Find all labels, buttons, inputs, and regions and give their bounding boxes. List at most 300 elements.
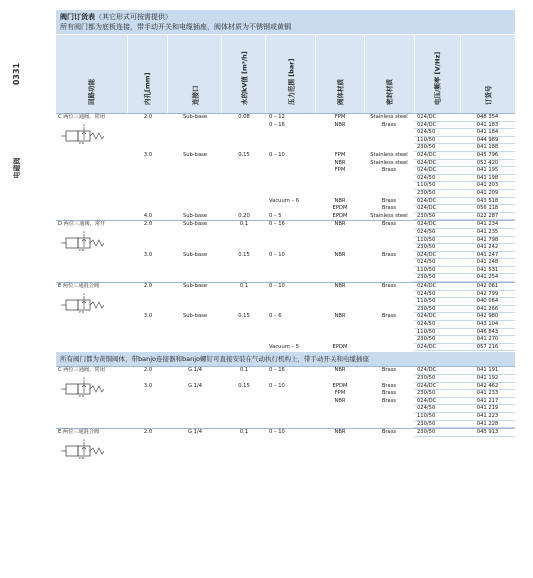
- cell-kv: [222, 390, 266, 398]
- svg-text:A: A: [83, 230, 86, 235]
- table-row: [56, 259, 515, 267]
- cell-seal: [364, 190, 414, 198]
- cell-kv: [222, 129, 266, 137]
- cell-bore: [128, 274, 168, 282]
- cell-function: [56, 274, 128, 282]
- cell-function: [56, 336, 128, 344]
- cell-pr: [266, 274, 316, 282]
- cell-kv: [222, 413, 266, 421]
- cell-volt: 230/50: [414, 190, 460, 198]
- svg-text:A: A: [83, 292, 86, 297]
- cell-function: [56, 383, 128, 391]
- cell-mat: [316, 306, 364, 314]
- cell-volt: 024/50: [414, 175, 460, 183]
- cell-ord: 041 223: [460, 413, 515, 421]
- cell-pr: [266, 160, 316, 168]
- cell-volt: 024/50: [414, 321, 460, 329]
- header-seal-material: 密封材质: [385, 79, 394, 105]
- cell-volt: 024/DC: [414, 152, 460, 160]
- cell-function: [56, 198, 128, 206]
- cell-mat: [316, 182, 364, 190]
- cell-port: [168, 390, 222, 398]
- cell-pr: [266, 291, 316, 299]
- cell-port: [168, 336, 222, 344]
- cell-bore: [128, 122, 168, 130]
- cell-mat: [316, 291, 364, 299]
- cell-mat: [316, 298, 364, 306]
- cell-port: [168, 344, 222, 352]
- cell-bore: [128, 198, 168, 206]
- cell-pr: 0 – 10: [269, 151, 285, 158]
- cell-volt: 230/50: [414, 274, 460, 282]
- cell-kv: 0.1: [239, 429, 249, 436]
- cell-bore: [128, 298, 168, 306]
- cell-kv: 0.15: [238, 313, 250, 320]
- cell-kv: [222, 306, 266, 314]
- cell-mat: [316, 137, 364, 145]
- cell-mat: FPM: [334, 114, 346, 120]
- cell-function: [56, 160, 128, 168]
- cell-mat: [316, 413, 364, 421]
- cell-seal: [364, 321, 414, 329]
- cell-kv: [222, 190, 266, 198]
- cell-bore: [128, 175, 168, 183]
- table-row: [56, 122, 515, 130]
- cell-port: Sub-base: [182, 313, 208, 320]
- cell-seal: [364, 421, 414, 429]
- cell-bore: [128, 329, 168, 337]
- cell-port: [168, 291, 222, 299]
- cell-port: [168, 298, 222, 306]
- cell-seal: [364, 267, 414, 275]
- table-row: [56, 306, 515, 314]
- section-sub-base: [56, 113, 515, 351]
- cell-kv: [222, 144, 266, 152]
- cell-bore: 3.0: [143, 151, 153, 158]
- cell-pr: 0 – 10: [269, 382, 285, 389]
- function-label: C 两位三通阀，常闭: [58, 367, 105, 374]
- cell-volt: 024/DC: [414, 198, 460, 206]
- function-label: D 两位三通阀，常开: [58, 221, 106, 228]
- cell-pr: [266, 298, 316, 306]
- header-body-material: 阀体材质: [336, 79, 345, 105]
- cell-pr: [266, 229, 316, 237]
- table-subtitle: 所有阀门都为底板连接，带手动开关和电缆插座，阀体材质为不锈钢或黄铜: [60, 23, 291, 31]
- cell-kv: [222, 175, 266, 183]
- cell-ord: 041 798: [460, 237, 515, 245]
- cell-bore: [128, 190, 168, 198]
- cell-kv: 0.15: [238, 382, 250, 389]
- cell-seal: Stainless steel: [370, 212, 408, 219]
- cell-ord: 041 184: [460, 129, 515, 137]
- cell-bore: 2.0: [143, 367, 153, 374]
- cell-seal: [364, 336, 414, 344]
- cell-seal: [364, 344, 414, 352]
- cell-volt: 230/50: [414, 213, 460, 221]
- cell-pr: [266, 405, 316, 413]
- cell-volt: 230/50: [414, 244, 460, 252]
- cell-seal: [364, 244, 414, 252]
- cell-kv: [222, 421, 266, 429]
- cell-bore: [128, 267, 168, 275]
- cell-seal: Stainless steel: [370, 151, 408, 158]
- cell-function: [56, 306, 128, 314]
- header-port: 连接口: [191, 85, 200, 105]
- cell-seal: [364, 274, 414, 282]
- cell-bore: [128, 229, 168, 237]
- cell-function: [56, 137, 128, 145]
- cell-volt: 024/DC: [414, 398, 460, 406]
- cell-port: [168, 306, 222, 314]
- cell-kv: [222, 182, 266, 190]
- cell-function: [56, 190, 128, 198]
- svg-text:P R: P R: [79, 394, 84, 399]
- cell-pr: [266, 175, 316, 183]
- cell-port: Sub-base: [182, 212, 208, 219]
- cell-pr: [266, 190, 316, 198]
- cell-port: Sub-base: [182, 114, 208, 120]
- cell-port: [168, 129, 222, 137]
- table-row: [56, 137, 515, 145]
- cell-port: [168, 182, 222, 190]
- cell-volt: 024/DC: [414, 167, 460, 175]
- table-row: [56, 321, 515, 329]
- cell-pr: [266, 306, 316, 314]
- cell-bore: [128, 344, 168, 352]
- cell-port: [168, 175, 222, 183]
- table-row: [56, 413, 515, 421]
- table-row: [56, 298, 515, 306]
- cell-bore: 3.0: [143, 313, 153, 320]
- cell-mat: [316, 336, 364, 344]
- cell-port: Sub-base: [182, 283, 208, 290]
- cell-kv: [222, 229, 266, 237]
- cell-volt: 110/50: [414, 413, 460, 421]
- cell-kv: [222, 122, 266, 130]
- cell-kv: [222, 321, 266, 329]
- cell-function: [56, 144, 128, 152]
- section-banner: 所有阀门都为黄铜阀体，带banjo连接器和banjo螺钉可直接安装在气动执行机构上，带手动开关和电缆插座: [56, 352, 515, 366]
- cell-mat: EPDM: [332, 212, 348, 219]
- cell-function: [56, 252, 128, 260]
- cell-volt: 110/50: [414, 237, 460, 245]
- cell-pr: [266, 329, 316, 337]
- cell-mat: NBR: [334, 159, 346, 166]
- cell-port: [168, 421, 222, 429]
- cell-port: [168, 405, 222, 413]
- cell-port: [168, 244, 222, 252]
- cell-pr: [266, 137, 316, 145]
- table-row: [56, 160, 515, 168]
- cell-mat: EPDM: [332, 343, 348, 350]
- cell-ord: 041 247: [460, 252, 515, 260]
- cell-mat: [316, 267, 364, 275]
- cell-port: G 1/4: [187, 367, 203, 374]
- cell-seal: [364, 237, 414, 245]
- cell-port: [168, 375, 222, 383]
- cell-bore: [128, 144, 168, 152]
- cell-pr: 0 – 10: [269, 429, 285, 436]
- table-row: [56, 390, 515, 398]
- cell-bore: [128, 244, 168, 252]
- cell-seal: Brass: [381, 283, 397, 290]
- cell-ord: 041 242: [460, 244, 515, 252]
- cell-volt: 024/50: [414, 405, 460, 413]
- cell-mat: NBR: [334, 313, 346, 320]
- cell-pr: [266, 259, 316, 267]
- table-title: 阀门订货表: [60, 13, 95, 21]
- cell-pr: 0 – 10: [269, 283, 285, 290]
- function-label: E 两位三通混合阀: [58, 429, 100, 436]
- table-header: [56, 34, 515, 113]
- cell-volt: 024/DC: [414, 252, 460, 260]
- cell-kv: 0.1: [239, 283, 249, 290]
- cell-ord: 044 989: [460, 137, 515, 145]
- cell-pr: 0 – 12: [269, 114, 285, 120]
- cell-seal: [364, 329, 414, 337]
- cell-kv: [222, 205, 266, 213]
- cell-bore: [128, 237, 168, 245]
- cell-bore: [128, 137, 168, 145]
- cell-pr: Vacuum – 6: [269, 197, 299, 204]
- cell-ord: 041 195: [460, 167, 515, 175]
- cell-kv: [222, 267, 266, 275]
- cell-function: [56, 329, 128, 337]
- cell-port: [168, 198, 222, 206]
- cell-function: [56, 283, 128, 315]
- cell-seal: [364, 413, 414, 421]
- cell-bore: 2.0: [143, 283, 153, 290]
- cell-bore: [128, 205, 168, 213]
- cell-mat: NBR: [334, 251, 346, 258]
- cell-bore: [128, 390, 168, 398]
- cell-port: [168, 190, 222, 198]
- table-row: [56, 267, 515, 275]
- cell-pr: 0 – 6: [269, 313, 282, 320]
- cell-kv: [222, 336, 266, 344]
- cell-mat: [316, 175, 364, 183]
- cell-volt: 024/50: [414, 229, 460, 237]
- cell-ord: 041 248: [460, 259, 515, 267]
- svg-text:A: A: [83, 123, 86, 127]
- cell-kv: [222, 237, 266, 245]
- cell-seal: Brass: [381, 197, 397, 204]
- cell-ord: 041 188: [460, 144, 515, 152]
- cell-volt: 230/50: [414, 421, 460, 429]
- cell-function: [56, 267, 128, 275]
- page-number: 0331: [12, 62, 21, 86]
- cell-ord: 041 198: [460, 175, 515, 183]
- cell-function: [56, 114, 128, 145]
- cell-function: [56, 429, 128, 461]
- cell-volt: 024/DC: [414, 114, 460, 122]
- cell-seal: [364, 306, 414, 314]
- cell-seal: Brass: [381, 390, 397, 397]
- table-row: [56, 344, 515, 352]
- side-tab: [0, 0, 40, 578]
- header-bore: 内孔[mm]: [143, 72, 152, 105]
- cell-function: [56, 175, 128, 183]
- cell-mat: NBR: [334, 121, 346, 128]
- cell-ord: 056 118: [460, 205, 515, 213]
- cell-function: [56, 221, 128, 253]
- cell-pr: 0 – 16: [269, 121, 285, 128]
- table-row: [56, 291, 515, 299]
- cell-port: G 1/4: [187, 429, 203, 436]
- cell-ord: 052 420: [460, 160, 515, 168]
- cell-bore: 3.0: [143, 382, 153, 389]
- cell-seal: Brass: [381, 313, 397, 320]
- cell-seal: Brass: [381, 205, 397, 212]
- table-row: [56, 252, 515, 260]
- svg-text:P R: P R: [79, 310, 84, 315]
- cell-ord: 042 061: [460, 283, 515, 291]
- cell-pr: [266, 398, 316, 406]
- cell-pr: [266, 167, 316, 175]
- cell-volt: 024/DC: [414, 344, 460, 352]
- cell-bore: [128, 405, 168, 413]
- cell-ord: 041 266: [460, 306, 515, 314]
- cell-ord: 042 980: [460, 313, 515, 321]
- cell-port: [168, 229, 222, 237]
- table-row: [56, 329, 515, 337]
- cell-mat: [316, 329, 364, 337]
- cell-pr: 0 – 5: [269, 212, 282, 219]
- cell-function: [56, 421, 128, 429]
- cell-function: [56, 237, 128, 245]
- cell-seal: Brass: [381, 251, 397, 258]
- section-banjo: [56, 366, 515, 461]
- cell-bore: 3.0: [143, 251, 153, 258]
- table-row: [56, 383, 515, 391]
- table-row: [56, 421, 515, 429]
- cell-port: [168, 413, 222, 421]
- cell-port: G 1/4: [187, 382, 203, 389]
- cell-kv: [222, 167, 266, 175]
- cell-ord: 041 228: [460, 421, 515, 429]
- cell-bore: [128, 259, 168, 267]
- cell-mat: FPM: [334, 390, 346, 397]
- cell-volt: 024/DC: [414, 367, 460, 375]
- cell-volt: 024/50: [414, 129, 460, 137]
- cell-kv: [222, 274, 266, 282]
- cell-kv: [222, 375, 266, 383]
- cell-bore: [128, 129, 168, 137]
- cell-port: Sub-base: [182, 221, 208, 228]
- order-table: [56, 10, 515, 461]
- table-row: [56, 244, 515, 252]
- cell-seal: [364, 175, 414, 183]
- svg-text:P R: P R: [79, 141, 84, 145]
- cell-volt: 230/50: [414, 336, 460, 344]
- header-function: 回路功能: [87, 79, 96, 105]
- cell-port: [168, 137, 222, 145]
- function-label: E 两位三通混合阀: [58, 283, 100, 290]
- cell-function: [56, 205, 128, 213]
- cell-ord: 042 462: [460, 383, 515, 391]
- cell-pr: 0 – 16: [269, 221, 285, 228]
- cell-volt: 110/50: [414, 298, 460, 306]
- cell-ord: 041 531: [460, 267, 515, 275]
- cell-pr: [266, 336, 316, 344]
- header-pressure: 压力范围 [bar]: [287, 58, 296, 105]
- cell-ord: 041 192: [460, 375, 515, 383]
- table-row: [56, 129, 515, 137]
- cell-kv: 0.20: [238, 212, 250, 219]
- cell-seal: [364, 375, 414, 383]
- header-voltage: 电压/频率 [V/Hz]: [433, 51, 442, 105]
- cell-seal: [364, 298, 414, 306]
- cell-ord: 040 064: [460, 298, 515, 306]
- cell-seal: Stainless steel: [370, 159, 408, 166]
- cell-mat: [316, 244, 364, 252]
- cell-volt: 024/50: [414, 259, 460, 267]
- cell-function: [56, 405, 128, 413]
- cell-port: [168, 267, 222, 275]
- cell-bore: [128, 291, 168, 299]
- cell-kv: 0.1: [239, 367, 249, 374]
- cell-volt: 110/50: [414, 182, 460, 190]
- category-label: 电磁阀: [13, 157, 21, 179]
- cell-seal: Stainless steel: [370, 114, 408, 120]
- table-banner: [56, 10, 515, 34]
- cell-ord: 041 183: [460, 122, 515, 130]
- cell-port: [168, 329, 222, 337]
- cell-bore: [128, 167, 168, 175]
- cell-seal: Brass: [381, 121, 397, 128]
- cell-bore: [128, 398, 168, 406]
- table-row: [56, 144, 515, 152]
- cell-seal: [364, 137, 414, 145]
- cell-seal: [364, 144, 414, 152]
- header-kv: 水的kV值 [m³/h]: [240, 51, 249, 105]
- cell-mat: EPDM: [332, 205, 348, 212]
- cell-seal: Brass: [381, 367, 397, 374]
- cell-ord: 041 254: [460, 274, 515, 282]
- cell-function: [56, 321, 128, 329]
- cell-mat: [316, 421, 364, 429]
- cell-ord: 041 217: [460, 398, 515, 406]
- valve-symbol-icon: [60, 438, 120, 464]
- table-row: [56, 213, 515, 221]
- table-row: [56, 190, 515, 198]
- cell-mat: [316, 144, 364, 152]
- cell-ord: 048 354: [460, 114, 515, 122]
- cell-mat: [316, 405, 364, 413]
- cell-function: [56, 291, 128, 299]
- table-row: [56, 182, 515, 190]
- cell-kv: [222, 398, 266, 406]
- cell-mat: [316, 129, 364, 137]
- cell-kv: [222, 259, 266, 267]
- cell-volt: 110/50: [414, 137, 460, 145]
- cell-function: [56, 167, 128, 175]
- cell-seal: Brass: [381, 397, 397, 404]
- cell-mat: [316, 274, 364, 282]
- cell-mat: FPM: [334, 167, 346, 174]
- table-row: [56, 405, 515, 413]
- cell-volt: 024/DC: [414, 283, 460, 291]
- cell-seal: Brass: [381, 221, 397, 228]
- cell-seal: [364, 291, 414, 299]
- table-row: [56, 152, 515, 160]
- cell-mat: NBR: [334, 367, 346, 374]
- cell-bore: [128, 160, 168, 168]
- table-row: [56, 198, 515, 206]
- cell-function: [56, 152, 128, 160]
- cell-ord: 041 209: [460, 190, 515, 198]
- cell-volt: 110/50: [414, 329, 460, 337]
